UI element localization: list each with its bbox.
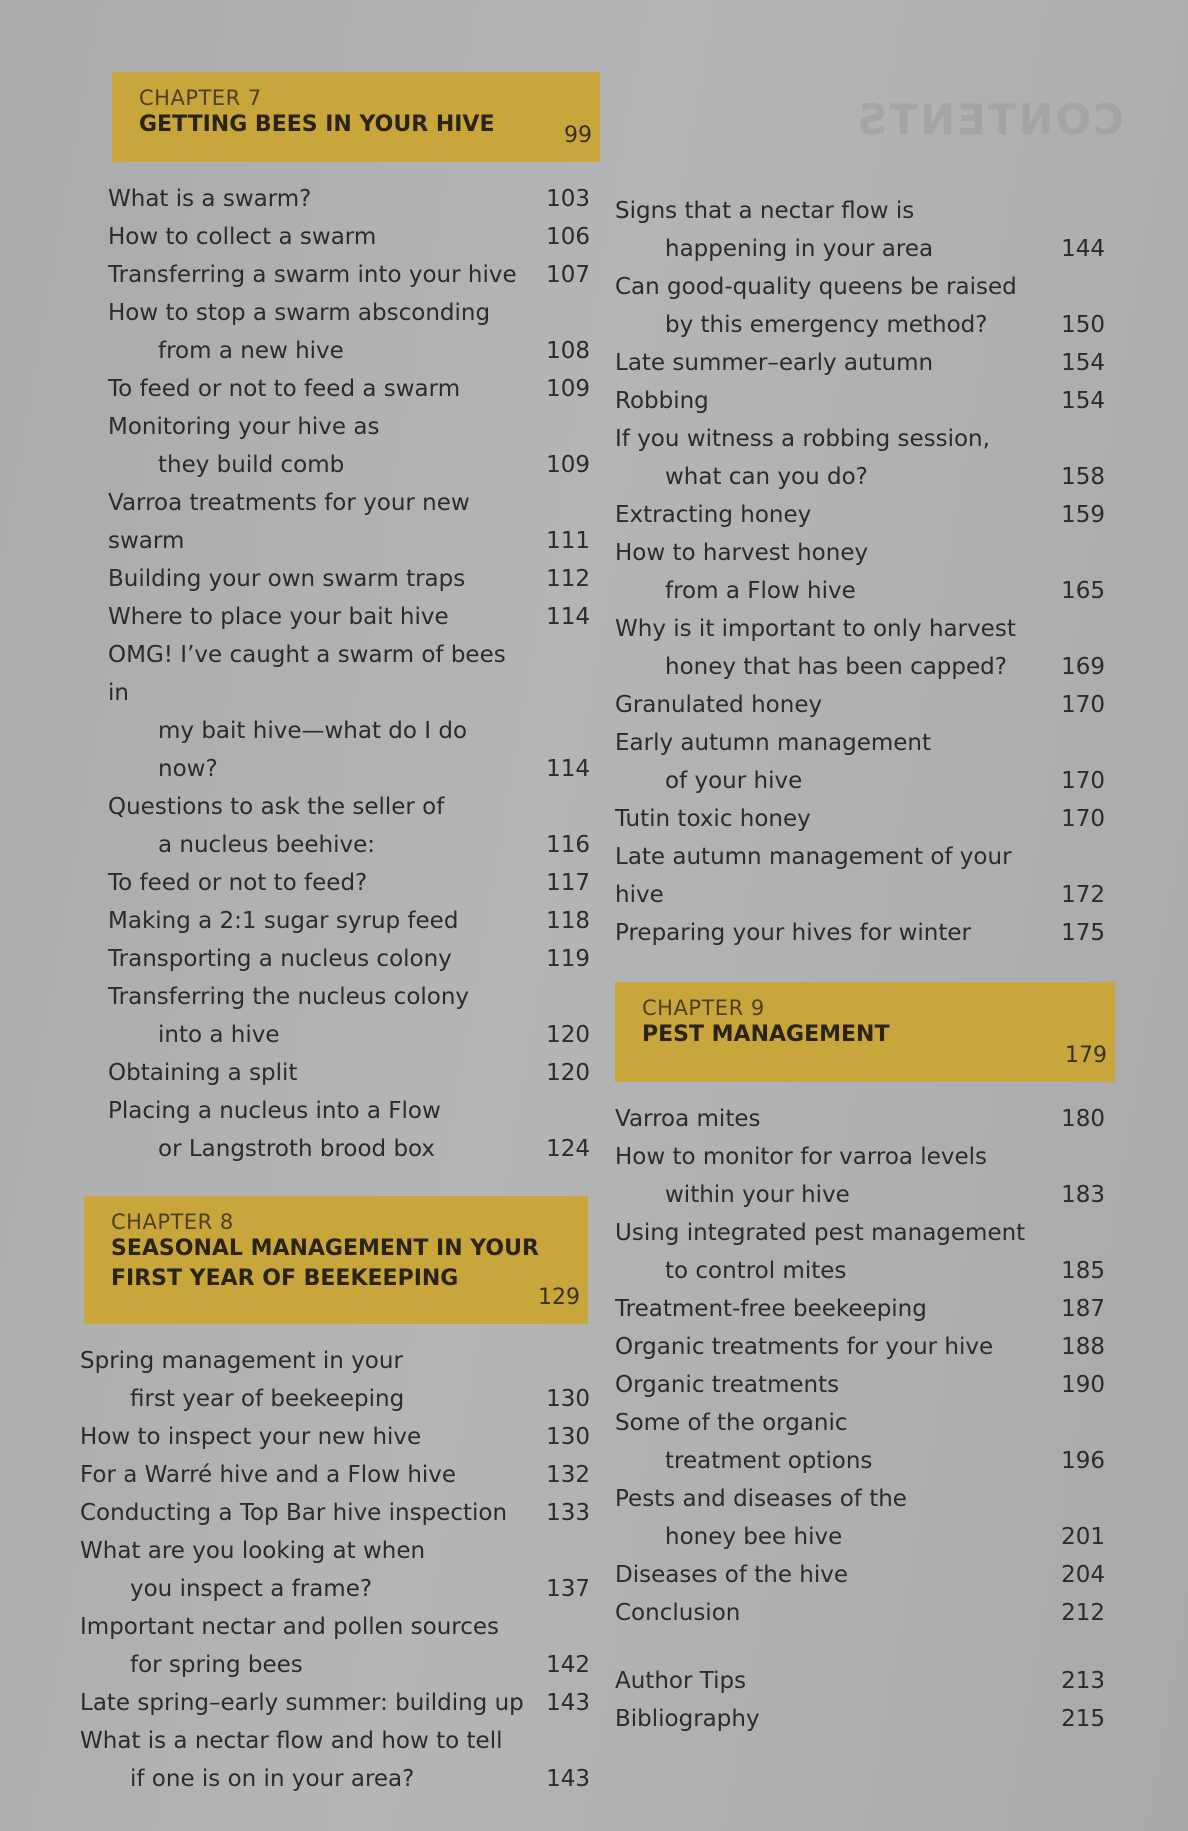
toc-entry-page: 103 — [546, 186, 590, 212]
toc-entry — [108, 256, 600, 294]
toc-entry-title-continued: honey bee hive — [665, 1524, 843, 1550]
toc-entry-page: 170 — [1061, 806, 1105, 832]
toc-entry-title: Where to place your bait hive — [108, 604, 449, 630]
toc-entry — [80, 1456, 600, 1494]
toc-entry-page: 124 — [546, 1136, 590, 1162]
toc-entry-page: 142 — [546, 1652, 590, 1678]
toc-entry — [108, 218, 600, 256]
toc-entry-title: Organic treatments — [615, 1372, 840, 1398]
toc-entry — [108, 294, 600, 370]
toc-entry-page: 175 — [1061, 920, 1105, 946]
toc-entry-page: 132 — [546, 1462, 590, 1488]
toc-entry-page: 170 — [1061, 692, 1105, 718]
toc-entry — [615, 724, 1115, 800]
chapter-7-entries — [108, 180, 600, 1168]
chapter-page: 99 — [564, 123, 592, 148]
toc-entry — [80, 1418, 600, 1456]
toc-entry — [615, 344, 1115, 382]
toc-entry-title-continued: or Langstroth brood box — [158, 1136, 436, 1162]
toc-entry — [615, 1138, 1115, 1214]
toc-entry — [108, 370, 600, 408]
toc-entry-title-continued: what can you do? — [665, 464, 868, 490]
toc-entry-title-continued: honey that has been capped? — [665, 654, 1007, 680]
toc-entry — [615, 1328, 1115, 1366]
toc-entry-page: 137 — [546, 1576, 590, 1602]
toc-entry — [615, 1100, 1115, 1138]
toc-entry-page: 159 — [1061, 502, 1105, 528]
toc-entry-title-continued: to control mites — [665, 1258, 847, 1284]
toc-entry-title: OMG! I’ve caught a swarm of bees in — [108, 642, 506, 706]
chapter-page: 129 — [538, 1285, 580, 1310]
toc-entry — [80, 1722, 600, 1798]
toc-entry — [80, 1532, 600, 1608]
toc-entry-title: Conducting a Top Bar hive inspection — [80, 1500, 508, 1526]
toc-entry — [108, 788, 600, 864]
toc-entry-page: 120 — [546, 1060, 590, 1086]
toc-entry-title: Varroa mites — [615, 1106, 761, 1132]
toc-entry-page: 106 — [546, 224, 590, 250]
toc-entry-title: Monitoring your hive as — [108, 414, 380, 440]
toc-entry-title: Granulated honey — [615, 692, 823, 718]
toc-entry-page: 154 — [1061, 350, 1105, 376]
chapter-number: CHAPTER 9 — [642, 996, 765, 1020]
toc-entry-title: Spring management in your — [80, 1348, 403, 1374]
toc-entry-page: 133 — [546, 1500, 590, 1526]
toc-entry-title-continued: if one is on in your area? — [130, 1766, 415, 1792]
chapter-8-entries-left — [80, 1342, 600, 1798]
toc-entry-page: 144 — [1061, 236, 1105, 262]
toc-entry — [108, 940, 600, 978]
chapter-title: PEST MANAGEMENT — [642, 1022, 890, 1047]
toc-entry-page: 212 — [1061, 1600, 1105, 1626]
toc-entry-page: 150 — [1061, 312, 1105, 338]
toc-entry — [615, 914, 1115, 952]
toc-entry-title: Diseases of the hive — [615, 1562, 849, 1588]
toc-entry — [615, 610, 1115, 686]
toc-entry-page: 196 — [1061, 1448, 1105, 1474]
show-through-heading: CONTENTS — [855, 95, 1125, 144]
toc-entry-title-continued: first year of beekeeping — [130, 1386, 405, 1412]
toc-entry-page: 143 — [546, 1766, 590, 1792]
toc-entry-title-continued: for spring bees — [130, 1652, 303, 1678]
toc-entry-title: Making a 2:1 sugar syrup feed — [108, 908, 459, 934]
toc-entry-title: To feed or not to feed? — [108, 870, 368, 896]
toc-entry — [80, 1342, 600, 1418]
toc-entry-title: Late spring–early summer: building up — [80, 1690, 524, 1716]
toc-entry — [615, 1290, 1115, 1328]
toc-entry-title: Late autumn management of your hive — [615, 844, 1012, 908]
chapter-8-banner — [84, 1196, 588, 1324]
toc-entry — [108, 408, 600, 484]
toc-entry — [108, 978, 600, 1054]
toc-entry-title: What are you looking at when — [80, 1538, 426, 1564]
toc-entry-page: 116 — [546, 832, 590, 858]
toc-entry-title-continued: from a Flow hive — [665, 578, 856, 604]
toc-entry — [615, 1662, 1115, 1700]
toc-entry-title-continued: a nucleus beehive: — [158, 832, 375, 858]
toc-entry-title-continued: happening in your area — [665, 236, 934, 262]
toc-entry-title-continued: by this emergency method? — [665, 312, 988, 338]
toc-entry — [615, 1480, 1115, 1556]
chapter-title-line-2: FIRST YEAR OF BEEKEEPING — [111, 1266, 459, 1291]
toc-entry — [80, 1494, 600, 1532]
toc-entry-title-continued: into a hive — [158, 1022, 280, 1048]
toc-entry-title: Transporting a nucleus colony — [108, 946, 452, 972]
toc-entry-title: Bibliography — [615, 1706, 760, 1732]
toc-entry-title-continued: of your hive — [665, 768, 803, 794]
toc-entry — [615, 686, 1115, 724]
toc-entry-page: 111 — [546, 528, 590, 554]
toc-entry-title: Preparing your hives for winter — [615, 920, 971, 946]
toc-entry-title: Can good-quality queens be raised — [615, 274, 1017, 300]
toc-entry-title: Building your own swarm traps — [108, 566, 466, 592]
toc-entry-page: 109 — [546, 452, 590, 478]
toc-entry-title: Treatment-free beekeeping — [615, 1296, 927, 1322]
toc-entry — [615, 534, 1115, 610]
toc-entry-page: 201 — [1061, 1524, 1105, 1550]
toc-entry-page: 204 — [1061, 1562, 1105, 1588]
toc-entry — [615, 382, 1115, 420]
toc-entry-title-continued: treatment options — [665, 1448, 873, 1474]
right-column — [615, 72, 1115, 1738]
toc-entry-title: Signs that a nectar flow is — [615, 198, 915, 224]
toc-entry-page: 185 — [1061, 1258, 1105, 1284]
toc-entry-title-continued: they build comb — [158, 452, 345, 478]
toc-entry — [80, 1684, 600, 1722]
toc-entry — [108, 1092, 600, 1168]
toc-entry-title: Questions to ask the seller of — [108, 794, 445, 820]
toc-entry-page: 108 — [546, 338, 590, 364]
toc-entry-title: Robbing — [615, 388, 709, 414]
toc-entry — [108, 484, 600, 560]
toc-entry-title-continued: my bait hive—what do I do now? — [158, 718, 468, 782]
chapter-title-line-1: SEASONAL MANAGEMENT IN YOUR — [111, 1236, 539, 1261]
toc-entry — [108, 180, 600, 218]
chapter-number: CHAPTER 8 — [111, 1210, 234, 1234]
toc-entry-page: 114 — [546, 756, 590, 782]
toc-entry-title: Transferring the nucleus colony — [108, 984, 470, 1010]
toc-entry — [108, 598, 600, 636]
toc-entry-title: If you witness a robbing session, — [615, 426, 990, 452]
toc-entry-page: 187 — [1061, 1296, 1105, 1322]
chapter-7-banner — [112, 72, 600, 162]
toc-entry-page: 109 — [546, 376, 590, 402]
chapter-title: GETTING BEES IN YOUR HIVE — [139, 112, 495, 137]
toc-entry — [108, 902, 600, 940]
toc-entry-title: Using integrated pest management — [615, 1220, 1026, 1246]
back-matter-entries — [615, 1662, 1115, 1738]
toc-entry-title: Why is it important to only harvest — [615, 616, 1016, 642]
toc-entry — [615, 268, 1115, 344]
toc-entry — [615, 420, 1115, 496]
toc-entry-page: 183 — [1061, 1182, 1105, 1208]
toc-entry-title: Obtaining a split — [108, 1060, 298, 1086]
toc-entry-title: How to monitor for varroa levels — [615, 1144, 987, 1170]
toc-entry-page: 172 — [1061, 882, 1105, 908]
toc-entry-page: 118 — [546, 908, 590, 934]
toc-entry — [615, 1366, 1115, 1404]
toc-entry-title: Tutin toxic honey — [615, 806, 811, 832]
toc-entry-title: Late summer–early autumn — [615, 350, 934, 376]
toc-entry-title: Author Tips — [615, 1668, 747, 1694]
chapter-9-banner — [615, 982, 1115, 1082]
toc-entry-title: Important nectar and pollen sources — [80, 1614, 500, 1640]
toc-entry-title: For a Warré hive and a Flow hive — [80, 1462, 457, 1488]
toc-entry-page: 188 — [1061, 1334, 1105, 1360]
toc-entry-title: How to inspect your new hive — [80, 1424, 422, 1450]
toc-entry-title: Extracting honey — [615, 502, 812, 528]
toc-entry-page: 158 — [1061, 464, 1105, 490]
toc-entry-title: What is a nectar flow and how to tell — [80, 1728, 503, 1754]
toc-entry-page: 190 — [1061, 1372, 1105, 1398]
toc-entry — [615, 838, 1115, 914]
chapter-number: CHAPTER 7 — [139, 86, 262, 110]
toc-entry — [615, 800, 1115, 838]
toc-entry — [615, 1700, 1115, 1738]
toc-entry-title: Some of the organic — [615, 1410, 848, 1436]
toc-entry-title-continued: you inspect a frame? — [130, 1576, 373, 1602]
toc-entry-title: Placing a nucleus into a Flow — [108, 1098, 441, 1124]
toc-entry-title: To feed or not to feed a swarm — [108, 376, 461, 402]
toc-entry — [615, 192, 1115, 268]
toc-entry-page: 170 — [1061, 768, 1105, 794]
toc-entry — [108, 864, 600, 902]
left-column — [80, 72, 600, 1798]
toc-entry-page: 215 — [1061, 1706, 1105, 1732]
chapter-page: 179 — [1065, 1043, 1107, 1068]
toc-entry — [108, 1054, 600, 1092]
toc-entry-page: 117 — [546, 870, 590, 896]
toc-entry — [108, 636, 600, 788]
toc-entry — [615, 1404, 1115, 1480]
toc-entry-page: 130 — [546, 1424, 590, 1450]
toc-entry-page: 130 — [546, 1386, 590, 1412]
toc-entry-page: 154 — [1061, 388, 1105, 414]
toc-entry — [80, 1608, 600, 1684]
toc-entry-page: 107 — [546, 262, 590, 288]
toc-entry — [615, 1214, 1115, 1290]
toc-entry-page: 143 — [546, 1690, 590, 1716]
toc-entry-title: Transferring a swarm into your hive — [108, 262, 517, 288]
chapter-9-entries — [615, 1100, 1115, 1632]
toc-entry-page: 165 — [1061, 578, 1105, 604]
toc-entry-title: Conclusion — [615, 1600, 741, 1626]
toc-entry-page: 180 — [1061, 1106, 1105, 1132]
toc-entry — [108, 560, 600, 598]
toc-entry-page: 169 — [1061, 654, 1105, 680]
toc-entry-title-continued: within your hive — [665, 1182, 850, 1208]
toc-entry-title: What is a swarm? — [108, 186, 312, 212]
toc-entry-title: How to collect a swarm — [108, 224, 377, 250]
toc-entry-title: Varroa treatments for your new swarm — [108, 490, 470, 554]
toc-entry-page: 112 — [546, 566, 590, 592]
chapter-8-entries-right — [615, 72, 1115, 952]
toc-entry-page: 120 — [546, 1022, 590, 1048]
toc-entry-title: Pests and diseases of the — [615, 1486, 907, 1512]
toc-entry-title: Early autumn management — [615, 730, 932, 756]
toc-entry-page: 114 — [546, 604, 590, 630]
toc-entry-title-continued: from a new hive — [158, 338, 344, 364]
toc-entry-page: 213 — [1061, 1668, 1105, 1694]
toc-entry-page: 119 — [546, 946, 590, 972]
toc-entry-title: How to stop a swarm absconding — [108, 300, 491, 326]
toc-entry-title: How to harvest honey — [615, 540, 869, 566]
toc-entry — [615, 496, 1115, 534]
toc-entry-title: Organic treatments for your hive — [615, 1334, 994, 1360]
toc-entry — [615, 1594, 1115, 1632]
toc-entry — [615, 1556, 1115, 1594]
